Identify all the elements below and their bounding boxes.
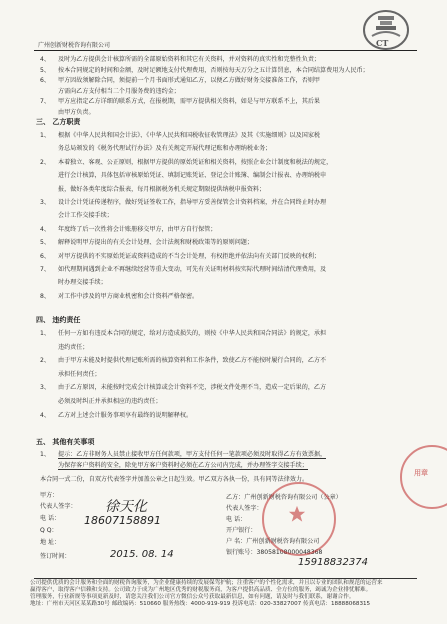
handwritten-phone-b: 15918832374 <box>298 557 368 568</box>
item-number: 8、 <box>40 292 50 300</box>
item-number: 7、 <box>40 98 50 106</box>
item-text: 甲方应指定乙方详细的联系方式，在报税期，需甲方提供相关资料，如是与甲方联系不上，其后果 <box>58 98 321 106</box>
side-seal-text: 用章 <box>414 469 428 477</box>
item-text: 对工作中涉及的甲方商业机密和会计资料严格保密。 <box>58 292 199 300</box>
item-number: 1、 <box>40 330 50 337</box>
address-a-label: 地 址： <box>40 539 61 546</box>
header-company: 广州创新财税咨询有限公司 <box>38 42 111 49</box>
item-text: 如代理期间遇到企业不再继续经营等重大变动，可先有关证明材料按实际代理时间结清代理费用，及 <box>58 266 327 273</box>
handwritten-date: 2015. 08. 14 <box>110 549 174 560</box>
party-b-label: 乙方：广州创新财税咨询有限公司（公章） <box>226 494 342 501</box>
item-text: 任何一方如有违反本合同的规定，给对方造成损失的，则按《中华人民共和国合同法》的规定，承担 <box>58 330 327 337</box>
item-text: 根据《中华人民共和国会计法》、《中华人民共和国税收征收管理法》及其《实施细则》以及国家税 <box>58 132 321 139</box>
item-text: 乙方对上述会计服务事项享有最终的说明解释权。 <box>58 411 193 419</box>
footer-line: 管理服务，行业新规等事项更新及时，请您关注我们公司官方微信公众号获取最新信息，如有问题，请及时与我们联系，谢谢合作。 <box>30 594 355 600</box>
item-text: 设计会计凭证传递程序，做好凭证签收工作，指导甲方妥善保管会计资料档案，并在合同终止时办理 <box>58 199 327 206</box>
footer-divider <box>34 578 417 579</box>
item-text: 违约责任； <box>58 343 89 351</box>
account-no-label: 银行账号：38058108000048368 <box>226 549 323 556</box>
item-text: 及时为乙方提供会计核算所需的全部原始资料和其它有关资料，并对资料的真实性和完整性负责； <box>58 56 321 63</box>
item-text: 由于甲方未能及时提供代理记账所需的核算资料和工作条件，致使乙方不能按时履行合同的，乙方不 <box>58 357 327 365</box>
section4-title: 四、 违约责任 <box>36 316 81 324</box>
footer-block <box>30 580 420 608</box>
rep-a-label: 代表人签字： <box>40 503 77 510</box>
item-number: 4、 <box>40 56 50 63</box>
item-number: 6、 <box>40 77 50 85</box>
item-number: 3、 <box>40 199 50 206</box>
phone-b-label: 电 话： <box>226 516 247 523</box>
item-number: 2、 <box>40 357 50 365</box>
footer-line: 赢得客户，取得客户信赖和支持。公司致力于成为广州地区优秀的财税服务商，为客户提供高品质、全方位的服务，竭诚为企业排忧解难。 <box>30 587 372 593</box>
handwritten-name: 徐天化 <box>105 499 147 515</box>
item-number: 3、 <box>40 384 50 392</box>
item-text: 时办理交接手续； <box>58 279 107 287</box>
item-text: 由于乙方原因，未能按时完成会计核算或会计资料不完，涉税文件处理不当，造成一定后果的，乙方 <box>58 384 327 392</box>
item-number: 1、 <box>40 451 50 458</box>
item-text: 解释说明甲方提出的有关会计处理、会计法规和财税政策等的原则问题； <box>58 239 253 247</box>
header-divider <box>34 50 417 51</box>
item-text: 对甲方提供的不实原始凭证或资料造成的不当会计处理，有权拒绝并依法向有关部门反映的权利； <box>58 252 321 260</box>
logo-text: CT <box>376 38 389 48</box>
item-text: 必须及时纠正并承担相应的违约责任； <box>58 398 162 405</box>
seal-star-icon <box>288 505 306 523</box>
qq-label: Q Q： <box>40 527 58 534</box>
footer-line: 公司提供优质的会计服务和全面的财税咨询服务，为企业健康持续的发展保驾护航；注重客户的个性化需求，并且以专业的团队和规范的运营来 <box>30 580 383 586</box>
item-number: 5、 <box>40 239 50 247</box>
item-number: 4、 <box>40 225 50 233</box>
item-text: 方需向乙方支付相当二个月服务费的违约金； <box>58 87 180 95</box>
item-text: 年度终了后一次性将会计账册移交甲方，由甲方自行保管； <box>58 225 217 233</box>
item-number: 4、 <box>40 411 50 419</box>
item-text: 承担任何责任； <box>58 370 101 378</box>
account-name-label: 户 名：广州创新财税咨询有限公司 <box>226 538 320 545</box>
item-text: 进行会计核算，具体包括审核原始凭证、填制记账凭证、登记会计账簿、编制会计报表、办理纳税申 <box>58 172 327 180</box>
section3-title: 三、 乙方职责 <box>36 118 81 126</box>
handwritten-phone: 18607158891 <box>84 514 161 527</box>
item-text: 提示：乙方非财务人员禁止接收甲方任何款项，甲方支付任何一笔款项必须及时取得乙方有效票据， <box>58 451 327 458</box>
open-bank-label: 开户银行： <box>226 527 257 534</box>
item-text: 务总局颁发的《税务代理试行办法》及有关规定开展代理记账和办理纳税业务； <box>58 145 272 153</box>
item-number: 7、 <box>40 266 50 273</box>
item-text: 由甲方负责。 <box>58 109 95 116</box>
item-number: 2、 <box>40 158 50 166</box>
item-text: 甲方因故须解除合同，须提前一个月书面形式通知乙方，以便乙方做好财务交接准备工作，否则甲 <box>58 77 321 85</box>
item-number: 5、 <box>40 66 50 74</box>
phone-a-label: 电 话： <box>40 515 61 522</box>
item-number: 1、 <box>40 132 50 139</box>
rep-b-label: 代表人签字： <box>226 505 263 512</box>
item-text: 按本合同规定的时间和金额，及时足额地支付代理费用，否则按每天万分之五计算罚息，本合同结算费用为人民币； <box>58 66 369 74</box>
item-text: 本着独立、客观、公正原则，根据甲方提供的原始凭证和相关资料，按照企业会计制度和税法的规定， <box>58 158 333 166</box>
section5-title: 五、 其他有关事项 <box>36 438 95 446</box>
item-text: 为保存客户资料的安全，除免甲方客户资料时必须在乙方公司内完成，并办理签字交接手续； <box>58 462 308 469</box>
closing-text: 本合同一式二份，自双方代表签字并加盖公章之日起生效。甲乙双方各执一份，具有同等法律效力。 <box>40 476 309 483</box>
date-label: 签订时间： <box>40 553 71 560</box>
item-number: 6、 <box>40 252 50 260</box>
item-text: 会计工作交接手续； <box>58 212 113 220</box>
party-a-label: 甲方： <box>40 492 59 499</box>
footer-line: 地址：广州市天河区某某路30号 邮政编码：510660 服务热线：4000-919-919 投诉电话：020-33827007 传真电话：18888068315 <box>30 601 371 607</box>
item-text: 报，做好各类年度综合报表，每月根据税务机关规定期限提供纳税申报资料； <box>58 185 266 193</box>
